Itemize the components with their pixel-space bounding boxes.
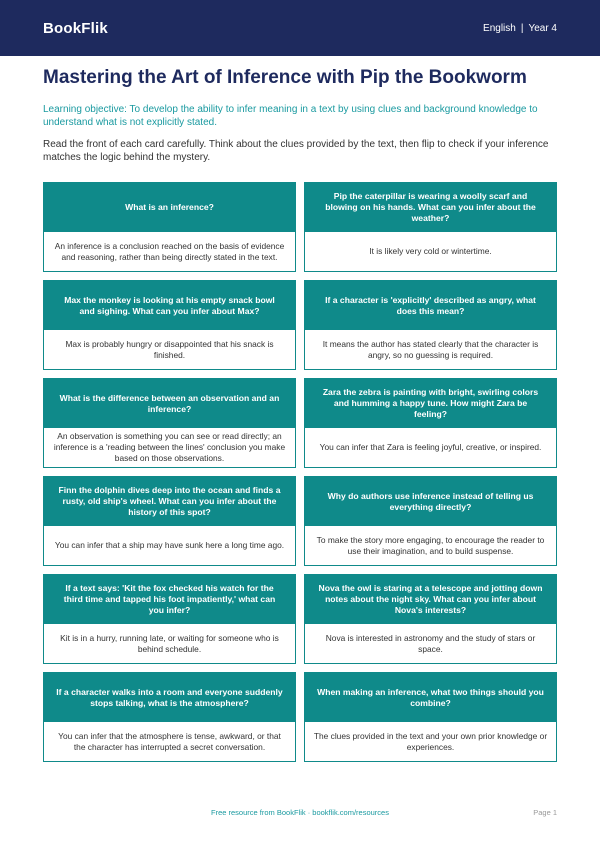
card-question: What is the difference between an observation and an inference? xyxy=(44,379,295,428)
subject-label: English xyxy=(483,22,516,34)
flashcard[interactable] xyxy=(43,574,296,664)
card-question: If a text says: 'Kit the fox checked his watch for the third time and tapped his foot impatiently,' what can you infer? xyxy=(44,575,295,624)
card-question: Pip the caterpillar is wearing a woolly scarf and blowing on his hands. What can you infer about the weather? xyxy=(305,183,556,232)
flashcard-grid xyxy=(43,182,557,762)
flashcard[interactable] xyxy=(304,672,557,762)
card-answer: Nova is interested in astronomy and the study of stars or space. xyxy=(325,632,536,654)
card-answer: An observation is something you can see or read directly; an inference is a 'reading between the lines' conclusion you make based on those observations. xyxy=(53,431,286,463)
card-answer: The clues provided in the text and your own prior knowledge or experiences. xyxy=(313,730,548,752)
card-answer: To make the story more engaging, to encourage the reader to use their imagination, and to build suspense. xyxy=(316,534,545,556)
flashcard[interactable] xyxy=(304,182,557,272)
brand-logo-text[interactable]: BookFlik xyxy=(43,19,108,37)
card-answer: It is likely very cold or wintertime. xyxy=(369,246,492,256)
year-label: Year 4 xyxy=(528,22,557,34)
card-question: If a character is 'explicitly' described as angry, what does this mean? xyxy=(305,281,556,330)
card-question: Max the monkey is looking at his empty snack bowl and sighing. What can you infer about Max? xyxy=(44,281,295,330)
card-question: Zara the zebra is painting with bright, swirling colors and humming a happy tune. How might Zara be feeling? xyxy=(305,379,556,428)
card-answer: It means the author has stated clearly that the character is angry, so no guessing is required. xyxy=(322,338,539,360)
separator: | xyxy=(520,22,524,34)
card-question: Why do authors use inference instead of telling us everything directly? xyxy=(305,477,556,526)
card-answer: You can infer that Zara is feeling joyful, creative, or inspired. xyxy=(319,442,542,452)
subject-year xyxy=(483,23,557,34)
page-title: Mastering the Art of Inference with Pip the Bookworm xyxy=(43,67,527,88)
flashcard[interactable] xyxy=(43,672,296,762)
flashcard[interactable] xyxy=(304,378,557,468)
instructions: Read the front of each card carefully. Think about the clues provided by the text, then flip to check if your inference matches the logic behind the mystery. xyxy=(43,139,549,163)
card-question: Nova the owl is staring at a telescope and jotting down notes about the night sky. What can you infer about Nova's interests? xyxy=(305,575,556,624)
card-question: Finn the dolphin dives deep into the ocean and finds a rusty, old ship's wheel. What can you infer about the history of this spot? xyxy=(44,477,295,526)
flashcard[interactable] xyxy=(43,476,296,566)
card-answer: You can infer that a ship may have sunk here a long time ago. xyxy=(54,540,285,550)
flashcard[interactable] xyxy=(304,476,557,566)
card-answer: Kit is in a hurry, running late, or waiting for someone who is behind schedule. xyxy=(60,632,279,654)
header-bar xyxy=(0,0,600,56)
page-number: Page 1 xyxy=(533,808,557,817)
card-question: What is an inference? xyxy=(44,183,295,232)
flashcard[interactable] xyxy=(304,280,557,370)
card-question: When making an inference, what two things should you combine? xyxy=(305,673,556,722)
card-answer: Max is probably hungry or disappointed that his snack is finished. xyxy=(65,338,274,360)
learning-objective: Learning objective: To develop the ability to infer meaning in a text by using clues and background knowledge to understand what is not explicitly stated. xyxy=(43,104,538,128)
flashcard[interactable] xyxy=(43,280,296,370)
flashcard[interactable] xyxy=(304,574,557,664)
flashcard[interactable] xyxy=(43,378,296,468)
footer-link[interactable]: Free resource from BookFlik · bookflik.com/resources xyxy=(211,808,389,817)
flashcard[interactable] xyxy=(43,182,296,272)
card-answer: You can infer that the atmosphere is tense, awkward, or that the character has interrupted a secret conversation. xyxy=(58,730,281,752)
card-answer: An inference is a conclusion reached on the basis of evidence and reasoning, rather than being directly stated in the text. xyxy=(54,240,285,262)
card-question: If a character walks into a room and everyone suddenly stops talking, what is the atmosphere? xyxy=(44,673,295,722)
